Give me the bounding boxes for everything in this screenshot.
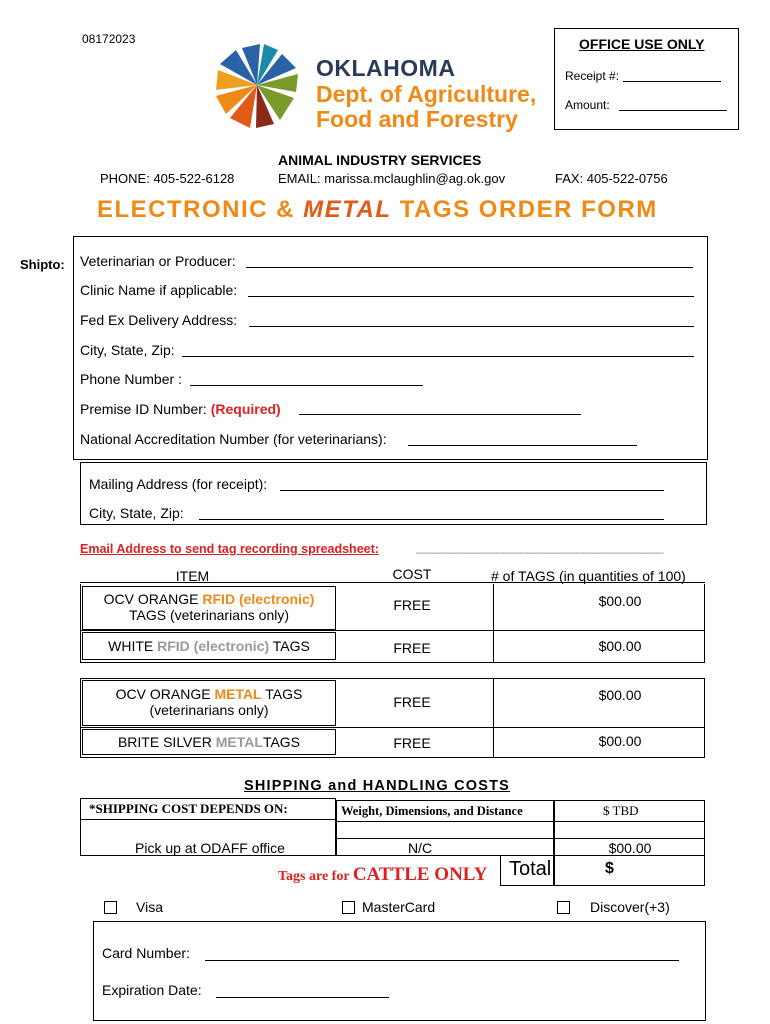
premise-id-input[interactable]	[299, 414, 581, 415]
card-number-input[interactable]	[205, 960, 679, 961]
row4-cost: FREE	[393, 735, 431, 751]
table-row: BRITE SILVER METALTAGS	[82, 729, 336, 755]
header-tags: # of TAGS (in quantities of 100)	[491, 568, 686, 584]
visa-checkbox[interactable]	[104, 901, 117, 914]
field-label: National Accreditation Number (for veterinarians):	[80, 431, 387, 447]
mastercard-checkbox[interactable]	[342, 901, 355, 914]
spreadsheet-email-input[interactable]: ________________________________________	[416, 540, 663, 554]
col-divider	[493, 584, 494, 630]
shipping-depends-amount: $ TBD	[603, 803, 639, 818]
field-label: Phone Number :	[80, 371, 182, 387]
shipto-label: Shipto:	[20, 257, 65, 272]
phone: PHONE: 405-522-6128	[100, 171, 235, 186]
expiration-label: Expiration Date:	[102, 982, 202, 998]
cattle-only-note: Tags are for CATTLE ONLY	[278, 864, 488, 885]
row3-cost: FREE	[393, 694, 431, 710]
row1-cost: FREE	[393, 597, 431, 613]
expiration-input[interactable]	[216, 997, 389, 998]
col-divider	[493, 631, 494, 663]
row-divider	[80, 630, 705, 631]
mailing-address-label: Mailing Address (for receipt):	[89, 476, 268, 492]
logo-line1: OKLAHOMA	[316, 55, 456, 81]
mailing-address-input[interactable]	[280, 490, 664, 491]
mastercard-label: MasterCard	[362, 899, 436, 915]
form-title	[97, 196, 658, 224]
pickup-divider	[336, 838, 554, 839]
shipping-depends-value: Weight, Dimensions, and Distance	[336, 800, 554, 822]
amount-field[interactable]	[619, 110, 727, 111]
field-accreditation	[80, 431, 387, 447]
accreditation-input[interactable]	[408, 445, 637, 446]
total-cell	[554, 856, 705, 886]
logo-line3: Food and Forestry	[316, 106, 518, 132]
field-label: Clinic Name if applicable:	[80, 282, 238, 298]
field-phone	[80, 371, 182, 387]
oklahoma-star-logo-icon	[212, 40, 302, 130]
pickup-cost: N/C	[407, 840, 433, 856]
field-fedex	[80, 312, 237, 328]
field-clinic	[80, 282, 237, 298]
row2-amount[interactable]: $00.00	[598, 638, 642, 654]
pickup-label: Pick up at ODAFF office	[135, 840, 285, 856]
card-number-label: Card Number:	[102, 945, 190, 961]
office-use-box	[554, 28, 739, 130]
amount-label: Amount:	[565, 98, 610, 112]
title-part3: TAGS ORDER FORM	[391, 196, 658, 223]
header-cost: COST	[392, 566, 432, 582]
receipt-field[interactable]	[623, 81, 721, 82]
table-top-line	[80, 582, 705, 583]
clinic-input[interactable]	[248, 296, 694, 297]
email: EMAIL: marissa.mclaughlin@ag.ok.gov	[278, 171, 506, 186]
field-veterinarian	[80, 253, 236, 269]
field-label: Veterinarian or Producer:	[80, 253, 236, 269]
visa-label: Visa	[136, 899, 163, 915]
veterinarian-input[interactable]	[246, 267, 693, 268]
header-item: ITEM	[175, 568, 210, 584]
row3-amount[interactable]: $00.00	[598, 687, 642, 703]
row-divider	[80, 727, 705, 728]
title-part1: ELECTRONIC &	[97, 196, 304, 223]
spreadsheet-email-label: Email Address to send tag recording spreadsheet:	[80, 542, 379, 556]
pickup-amount[interactable]: $00.00	[608, 840, 652, 856]
fedex-address-input[interactable]	[249, 326, 694, 327]
col-divider	[493, 679, 494, 727]
field-premise	[80, 401, 281, 417]
row1-amount[interactable]: $00.00	[598, 593, 642, 609]
field-label: Premise ID Number:	[80, 401, 207, 417]
col-divider	[493, 728, 494, 758]
table-row: WHITE RFID (electronic) TAGS	[82, 632, 336, 660]
phone-input[interactable]	[190, 385, 423, 386]
card-details-box	[93, 921, 706, 1021]
mailing-city-label: City, State, Zip:	[89, 505, 184, 521]
logo-line2: Dept. of Agriculture,	[316, 81, 537, 107]
pickup-divider	[554, 838, 705, 839]
fax: FAX: 405-522-0756	[555, 171, 668, 186]
form-code: 08172023	[82, 32, 136, 46]
office-use-title: OFFICE USE ONLY	[579, 36, 705, 52]
shipping-depends-label: *SHIPPING COST DEPENDS ON:	[80, 798, 336, 820]
field-label: City, State, Zip:	[80, 342, 175, 358]
row4-amount[interactable]: $00.00	[598, 733, 642, 749]
total-value[interactable]: $	[605, 860, 614, 877]
discover-label: Discover(+3)	[590, 899, 670, 915]
row2-cost: FREE	[393, 640, 431, 656]
receipt-label: Receipt #:	[565, 69, 620, 83]
table-row: OCV ORANGE METAL TAGS (veterinarians only)	[82, 680, 336, 726]
table-row: OCV ORANGE RFID (electronic) TAGS (veterinarians only)	[82, 586, 336, 630]
required-note: (Required)	[210, 401, 281, 417]
department: ANIMAL INDUSTRY SERVICES	[278, 152, 482, 168]
shipping-title: SHIPPING and HANDLING COSTS	[244, 778, 511, 794]
mailing-city-input[interactable]	[199, 519, 664, 520]
field-label: Fed Ex Delivery Address:	[80, 312, 238, 328]
discover-checkbox[interactable]	[557, 901, 570, 914]
total-label: Total	[509, 858, 552, 880]
field-city	[80, 342, 175, 358]
title-part2: METAL	[303, 196, 392, 223]
city-state-zip-input[interactable]	[182, 356, 694, 357]
